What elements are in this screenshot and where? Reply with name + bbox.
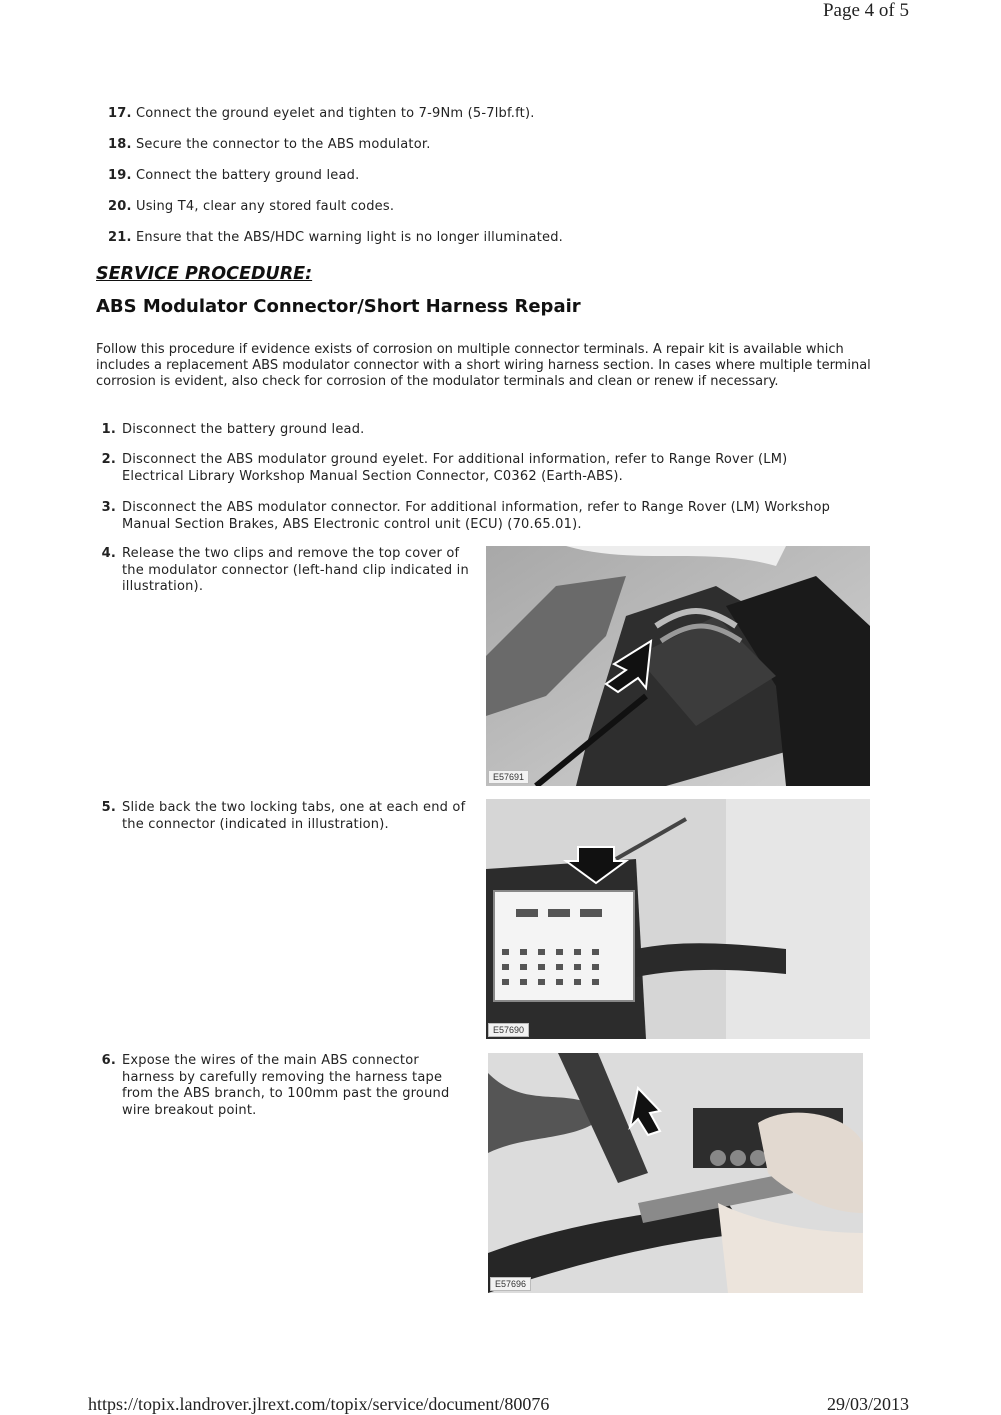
intro-paragraph: Follow this procedure if evidence exists of corrosion on multiple connector terminals. A repair kit is available which includes a replacement ABS modulator connector with a short wiring harness section. In cases where multiple terminal corrosion is evident, also check for corrosion of the modulator terminals and clean or renew if necessary. (96, 342, 871, 389)
step-4 (96, 546, 476, 596)
step-text: Connect the ground eyelet and tighten to 7-9Nm (5-7lbf.ft). (135, 106, 535, 121)
locking-tabs-photo (486, 799, 870, 1039)
step-number: 21. (108, 230, 132, 245)
step-19 (108, 168, 359, 185)
footer-date: 29/03/2013 (826, 1394, 909, 1414)
step-text: Expose the wires of the main ABS connector harness by carefully removing the harness tape from the ABS branch, to 100mm past the ground wire breakout point. (122, 1053, 450, 1118)
section-title: ABS Modulator Connector/Short Harness Repair (96, 296, 581, 317)
harness-tape-photo (488, 1053, 863, 1293)
step-number: 18. (108, 137, 132, 152)
page-number: Page 4 of 5 (822, 0, 909, 21)
step-text: Using T4, clear any stored fault codes. (135, 199, 395, 214)
step-number: 2. (101, 452, 116, 467)
step-number: 6. (101, 1053, 116, 1068)
step-6 (96, 1053, 468, 1119)
step-text: Disconnect the battery ground lead. (122, 422, 365, 437)
step-number: 1. (101, 422, 116, 437)
step-number: 19. (108, 168, 132, 183)
connector-cover-photo (486, 546, 870, 786)
step-number: 3. (101, 500, 116, 515)
locking-tabs-illustration (486, 799, 870, 1039)
step-number: 5. (101, 800, 116, 815)
step-text: Slide back the two locking tabs, one at each end of the connector (indicated in illustration). (122, 800, 466, 832)
step-text: Connect the battery ground lead. (135, 168, 360, 183)
image-code: E57691 (488, 770, 529, 784)
service-procedure-heading: SERVICE PROCEDURE: (96, 264, 313, 284)
step-text: Disconnect the ABS modulator ground eyelet. For additional information, refer to Range Rover (LM) Electrical Library Workshop Manual Section Connector, C0362 (Earth-ABS). (122, 452, 788, 484)
connector-cover-illustration (486, 546, 870, 786)
harness-tape-illustration (488, 1053, 863, 1293)
step-text: Ensure that the ABS/HDC warning light is no longer illuminated. (135, 230, 563, 245)
step-5 (96, 800, 480, 833)
step-number: 17. (108, 106, 132, 121)
step-1 (96, 422, 886, 439)
footer-url: https://topix.landrover.jlrext.com/topix/service/document/80076 (88, 1394, 550, 1414)
image-code: E57696 (490, 1277, 531, 1291)
step-3 (96, 500, 866, 533)
step-18 (108, 137, 431, 154)
step-number: 4. (101, 546, 116, 561)
step-text: Disconnect the ABS modulator connector. For additional information, refer to Range Rover (LM) Workshop Manual Section Brakes, ABS Electronic control unit (ECU) (70.65.01). (122, 500, 831, 532)
step-20 (108, 199, 394, 216)
image-code: E57690 (488, 1023, 529, 1037)
step-number: 20. (108, 199, 132, 214)
step-2 (96, 452, 816, 485)
step-text: Secure the connector to the ABS modulator. (135, 137, 431, 152)
step-17 (108, 106, 535, 123)
step-21 (108, 230, 563, 247)
step-text: Release the two clips and remove the top cover of the modulator connector (left-hand clip indicated in illustration). (122, 546, 469, 594)
